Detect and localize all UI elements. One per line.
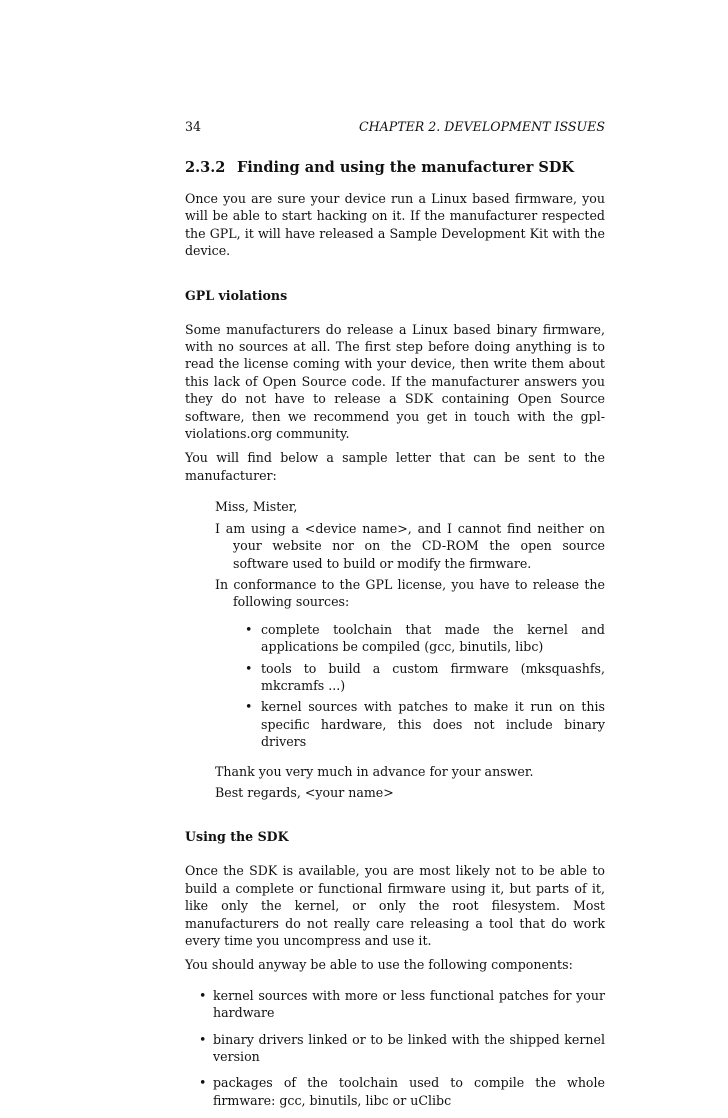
gpl-paragraph-1: Some manufacturers do release a Linux based binary firmware, with no sources at all. The first step before doing anything is to read the license coming with your device, then write them about this lack of Open Source code. If the manufacturer answers you they do not have to release a SDK containing Open Source software, then we recommend you get in touch with the gpl-violations.org community. bbox=[185, 321, 605, 442]
list-item bbox=[245, 660, 605, 695]
list-item-text: kernel sources with patches to make it run on this specific hardware, this does not include binary drivers bbox=[261, 699, 605, 750]
list-item bbox=[185, 987, 605, 1022]
running-header bbox=[185, 118, 605, 136]
chapter-title: CHAPTER 2. DEVELOPMENT ISSUES bbox=[359, 119, 605, 134]
sdk-paragraph-2: You should anyway be able to use the following components: bbox=[185, 957, 573, 973]
letter-body-1: I am using a <device name>, and I cannot find neither on your website nor on the CD-ROM the open source software used to build or modify the firmware. bbox=[215, 520, 605, 571]
page-content bbox=[185, 118, 605, 1118]
letter-regards: Best regards, <your name> bbox=[215, 784, 394, 800]
section-title: Finding and using the manufacturer SDK bbox=[237, 159, 575, 176]
list-item bbox=[245, 621, 605, 656]
section-number: 2.3.2 bbox=[185, 159, 226, 176]
list-item bbox=[245, 698, 605, 750]
sample-letter bbox=[215, 498, 605, 801]
letter-thanks: Thank you very much in advance for your answer. bbox=[215, 763, 534, 779]
using-sdk-heading: Using the SDK bbox=[185, 829, 289, 845]
gpl-paragraph-2: You will find below a sample letter that can be sent to the manufacturer: bbox=[185, 450, 605, 483]
bullet-icon: • bbox=[199, 987, 207, 1003]
list-item-text: binary drivers linked or to be linked with the shipped kernel version bbox=[213, 1031, 605, 1065]
bullet-icon: • bbox=[199, 1031, 207, 1047]
section-intro-paragraph: Once you are sure your device run a Linux based firmware, you will be able to start hacking on it. If the manufacturer respected the GPL, it will have released a Sample Development Kit with the device. bbox=[185, 191, 605, 259]
bullet-icon: • bbox=[245, 621, 253, 637]
list-item-text: tools to build a custom firmware (mksquashfs, mkcramfs ...) bbox=[261, 660, 605, 693]
sdk-components-list bbox=[185, 987, 605, 1109]
bullet-icon: • bbox=[245, 699, 253, 715]
list-item-text: packages of the toolchain used to compile the whole firmware: gcc, binutils, libc or uClibc bbox=[213, 1075, 605, 1108]
page-number: 34 bbox=[185, 119, 202, 134]
bullet-icon: • bbox=[245, 660, 253, 676]
sdk-paragraph-1: Once the SDK is available, you are most likely not to be able to build a complete or functional firmware using it, but parts of it, like only the kernel, or only the root filesystem. Most manufacturers do not really care releasing a tool that do work every time you uncompress and use it. bbox=[185, 863, 605, 948]
list-item-text: kernel sources with more or less functional patches for your hardware bbox=[213, 987, 605, 1021]
gpl-violations-heading: GPL violations bbox=[185, 287, 288, 303]
letter-greeting: Miss, Mister, bbox=[215, 499, 298, 515]
letter-body-2: In conformance to the GPL license, you have to release the following sources: bbox=[215, 576, 605, 610]
letter-sources-list bbox=[245, 621, 605, 751]
bullet-icon: • bbox=[199, 1075, 207, 1091]
list-item bbox=[185, 1031, 605, 1066]
list-item-text: complete toolchain that made the kernel and applications be compiled (gcc, binutils, libc) bbox=[261, 621, 605, 655]
section-heading bbox=[185, 159, 605, 177]
list-item bbox=[185, 1074, 605, 1109]
